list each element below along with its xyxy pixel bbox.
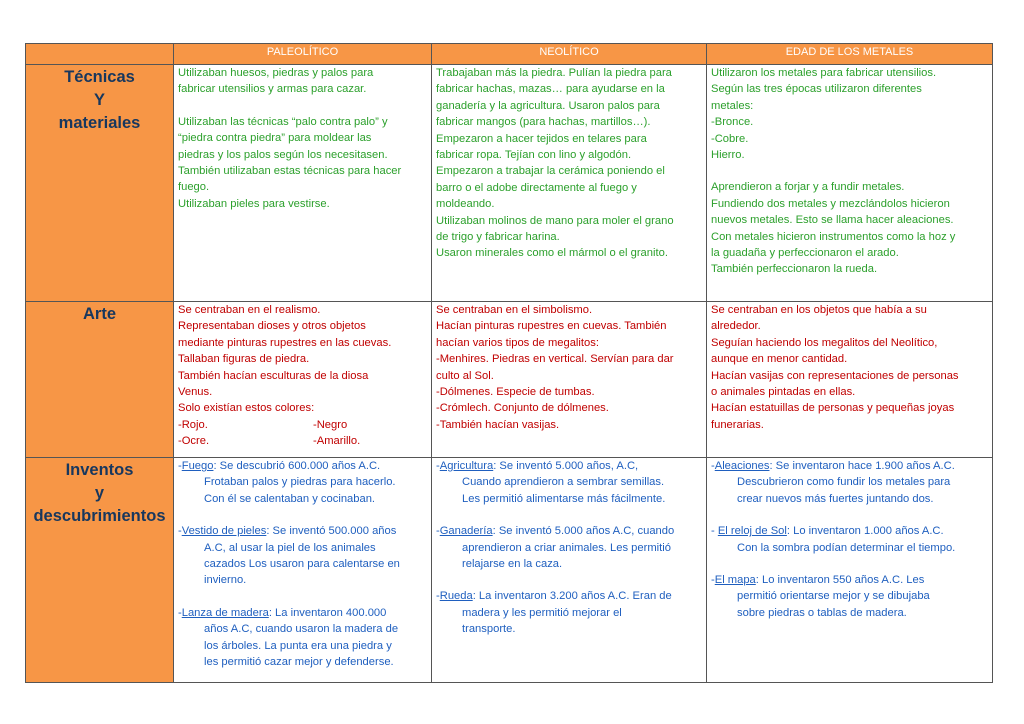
cell-arte-paleolitico: Se centraban en el realismo. Representaban dioses y otros objetos mediante pinturas rupestres en las cuevas. Tallaban figuras de piedra. También hacían esculturas de la diosa Venus. Solo existían estos colores: -Rojo. -Negro -Ocre. -Amarillo. bbox=[174, 302, 432, 458]
header-row bbox=[26, 44, 993, 65]
invention-reloj-sol: - El reloj de Sol: Lo inventaron 1.000 años A.C. bbox=[711, 525, 944, 538]
cell-inventos-neolitico: -Agricultura: Se inventó 5.000 años, A.C, Cuando aprendieron a sembrar semillas. Les permitió alimentarse más fácilmente. -Ganadería: Se inventó 5.000 años A.C, cuando aprendieron a criar animales. Les permitió relajarse en la caza. -Rueda: La inventaron 3.200 años A.C. Eran de madera y les permitió mejorar el transporte. bbox=[432, 458, 707, 683]
invention-lanza: -Lanza de madera: La inventaron 400.000 bbox=[178, 606, 387, 619]
header-paleolitico: PALEOLÍTICO bbox=[174, 44, 432, 65]
invention-fuego: -Fuego: Se descubrió 600.000 años A.C. bbox=[178, 460, 381, 472]
invention-aleaciones: -Aleaciones: Se inventaron hace 1.900 años A.C. bbox=[711, 460, 955, 472]
colors-line-2: -Ocre. -Amarillo. bbox=[178, 435, 361, 448]
invention-vestido: -Vestido de pieles: Se inventó 500.000 años bbox=[178, 525, 397, 538]
header-edad-metales: EDAD DE LOS METALES bbox=[707, 44, 993, 65]
cell-inventos-paleolitico: -Fuego: Se descubrió 600.000 años A.C. Frotaban palos y piedras para hacerlo. Con él se calentaban y cocinaban. -Vestido de pieles: Se inventó 500.000 años A.C, al usar la piel de los animales cazados Los usaron para calentarse en invierno. -Lanza de madera: La inventaron 400.000 años A.C, cuando usaron la madera de los árboles. La punta era una piedra y les permitió cazar mejor y defenderse. bbox=[174, 458, 432, 683]
cell-arte-metales: Se centraban en los objetos que había a su alrededor. Seguían haciendo los megalitos del Neolítico, aunque en menor cantidad. Hacían vasijas con representaciones de personas o animales pintadas en ellas. Hacían estatuillas de personas y pequeñas joyas funerarias. bbox=[707, 302, 993, 458]
invention-agricultura: -Agricultura: Se inventó 5.000 años, A.C, bbox=[436, 460, 639, 472]
row-tecnicas bbox=[26, 65, 993, 302]
row-title-tecnicas: Técnicas Y materiales bbox=[26, 65, 174, 302]
cell-inventos-metales: -Aleaciones: Se inventaron hace 1.900 años A.C. Descubrieron como fundir los metales para crear nuevos más fuertes juntando dos. - El reloj de Sol: Lo inventaron 1.000 años A.C. Con la sombra podían determinar el tiempo. -El mapa: Lo inventaron 550 años A.C. Les permitió orientarse mejor y se dibujaba sobre piedras o tablas de madera. bbox=[707, 458, 993, 683]
invention-mapa: -El mapa: Lo inventaron 550 años A.C. Les bbox=[711, 574, 925, 587]
header-neolitico: NEOLÍTICO bbox=[432, 44, 707, 65]
row-arte bbox=[26, 302, 993, 458]
row-inventos bbox=[26, 458, 993, 683]
row-title-inventos: Inventos y descubrimientos bbox=[26, 458, 174, 683]
prehistory-table bbox=[25, 43, 993, 683]
row-title-arte: Arte bbox=[26, 302, 174, 458]
cell-tecnicas-metales: Utilizaron los metales para fabricar utensilios. Según las tres épocas utilizaron diferentes metales: -Bronce. -Cobre. Hierro. Aprendieron a forjar y a fundir metales. Fundiendo dos metales y mezclándolos hicieron nuevos metales. Esto se llama hacer aleaciones. Con metales hicieron instrumentos como la hoz y la guadaña y perfeccionaron el arado. También perfeccionaron la rueda. bbox=[707, 65, 993, 302]
invention-ganaderia: -Ganadería: Se inventó 5.000 años A.C, cuando bbox=[436, 525, 675, 538]
invention-rueda: -Rueda: La inventaron 3.200 años A.C. Eran de bbox=[436, 590, 672, 603]
cell-tecnicas-paleolitico: Utilizaban huesos, piedras y palos para fabricar utensilios y armas para cazar. Utilizaban las técnicas “palo contra palo” y “piedra contra piedra” para moldear las piedras y los palos según los necesitasen. También utilizaban estas técnicas para hacer fuego. Utilizaban pieles para vestirse. bbox=[174, 65, 432, 302]
colors-line-1: -Rojo. -Negro bbox=[178, 418, 348, 431]
cell-arte-neolitico: Se centraban en el simbolismo. Hacían pinturas rupestres en cuevas. También hacían varios tipos de megalitos: -Menhires. Piedras en vertical. Servían para dar culto al Sol. -Dólmenes. Especie de tumbas. -Crómlech. Conjunto de dólmenes. -También hacían vasijas. bbox=[432, 302, 707, 458]
cell-tecnicas-neolitico: Trabajaban más la piedra. Pulían la piedra para fabricar hachas, mazas… para ayudarse en la ganadería y la agricultura. Usaron palos para fabricar mangos (para hachas, martillos…). Empezaron a hacer tejidos en telares para fabricar ropa. Tejían con lino y algodón. Empezaron a trabajar la cerámica poniendo el barro o el adobe directamente al fuego y moldeando. Utilizaban molinos de mano para moler el grano de trigo y fabricar harina. Usaron minerales como el mármol o el granito. bbox=[432, 65, 707, 302]
header-corner bbox=[26, 44, 174, 65]
